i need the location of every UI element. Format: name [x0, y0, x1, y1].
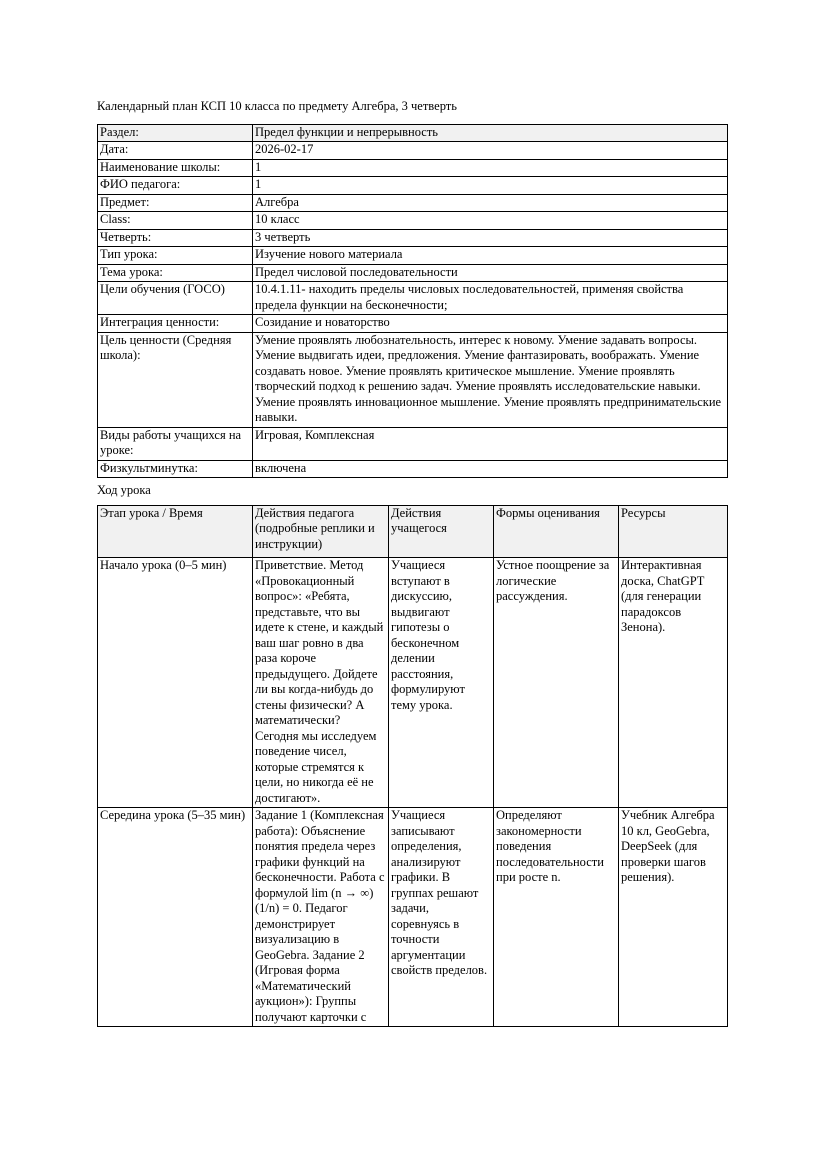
column-header-student-actions: Действия учащегося	[389, 505, 494, 558]
table-row	[98, 124, 728, 142]
table-row	[98, 142, 728, 160]
column-header-assessment: Формы оценивания	[494, 505, 619, 558]
resources-cell: Учебник Алгебра 10 кл, GeoGebra, DeepSeek (для проверки шагов решения).	[619, 808, 728, 1027]
info-value-cell: Предел числовой последовательности	[253, 264, 728, 282]
table-row	[98, 315, 728, 333]
info-label-cell: Class:	[98, 212, 253, 230]
table-row	[98, 212, 728, 230]
info-label-cell: Виды работы учащихся на уроке:	[98, 427, 253, 460]
info-label-cell: Наименование школы:	[98, 159, 253, 177]
info-label-cell: ФИО педагога:	[98, 177, 253, 195]
table-row	[98, 159, 728, 177]
info-value-cell: включена	[253, 460, 728, 478]
lesson-stage-row	[98, 558, 728, 808]
table-row	[98, 264, 728, 282]
info-label-cell: Цели обучения (ГОСО)	[98, 282, 253, 315]
info-value-cell: Алгебра	[253, 194, 728, 212]
info-value-cell: 1	[253, 159, 728, 177]
table-row	[98, 460, 728, 478]
column-header-teacher-actions: Действия педагога (подробные реплики и инструкции)	[253, 505, 389, 558]
info-value-cell: Изучение нового материала	[253, 247, 728, 265]
table-row	[98, 282, 728, 315]
student-actions-cell: Учащиеся записывают определения, анализируют графики. В группах решают задачи, соревнуясь в точности аргументации свойств пределов.	[389, 808, 494, 1027]
table-row	[98, 247, 728, 265]
table-row	[98, 194, 728, 212]
table-row	[98, 229, 728, 247]
teacher-actions-cell: Задание 1 (Комплексная работа): Объяснение понятия предела через графики функций на бесконечности. Работа с формулой lim (n → ∞) (1/n) = 0. Педагог демонстрирует визуализацию в GeoGebra. Задание 2 (Игровая форма «Математический аукцион»): Группы получают карточки с	[253, 808, 389, 1027]
info-label-cell: Дата:	[98, 142, 253, 160]
assessment-cell: Определяют закономерности поведения последовательности при росте n.	[494, 808, 619, 1027]
info-label-cell: Тема урока:	[98, 264, 253, 282]
info-value-cell: 3 четверть	[253, 229, 728, 247]
info-value-cell: 10 класс	[253, 212, 728, 230]
info-label-cell: Цель ценности (Средняя школа):	[98, 332, 253, 427]
resources-cell: Интерактивная доска, ChatGPT (для генерации парадоксов Зенона).	[619, 558, 728, 808]
info-value-cell: 2026-02-17	[253, 142, 728, 160]
lesson-stage-row	[98, 808, 728, 1027]
teacher-actions-cell: Приветствие. Метод «Провокационный вопрос»: «Ребята, представьте, что вы идете к стене, и каждый ваш шаг ровно в два раза короче предыдущего. Дойдете ли вы когда-нибудь до стены физически? А математически? Сегодня мы исследуем поведение чисел, которые стремятся к цели, но никогда её не достигают».	[253, 558, 389, 808]
info-value-cell: Предел функции и непрерывность	[253, 124, 728, 142]
table-row	[98, 427, 728, 460]
document-title: Календарный план КСП 10 класса по предмету Алгебра, 3 четверть	[97, 99, 457, 113]
stage-cell: Середина урока (5–35 мин)	[98, 808, 253, 1027]
assessment-cell: Устное поощрение за логические рассуждения.	[494, 558, 619, 808]
section-heading: Ход урока	[97, 483, 151, 497]
lesson-info-table	[97, 124, 728, 479]
info-value-cell: Созидание и новаторство	[253, 315, 728, 333]
info-value-cell: Умение проявлять любознательность, интерес к новому. Умение задавать вопросы. Умение выдвигать идеи, предложения. Умение фантазировать, воображать. Умение создавать новое. Умение проявлять критическое мышление. Умение проявлять творческий подход к решению задач. Умение проявлять исследовательские навыки. Умение проявлять инновационное мышление. Умение проявлять предпринимательские навыки.	[253, 332, 728, 427]
student-actions-cell: Учащиеся вступают в дискуссию, выдвигают гипотезы о бесконечном делении расстояния, формулируют тему урока.	[389, 558, 494, 808]
column-header-resources: Ресурсы	[619, 505, 728, 558]
info-label-cell: Четверть:	[98, 229, 253, 247]
info-label-cell: Раздел:	[98, 124, 253, 142]
info-value-cell: 10.4.1.11- находить пределы числовых последовательностей, применяя свойства предела функции на бесконечности;	[253, 282, 728, 315]
column-header-stage: Этап урока / Время	[98, 505, 253, 558]
lesson-table-header-row	[98, 505, 728, 558]
table-row	[98, 332, 728, 427]
info-label-cell: Физкультминутка:	[98, 460, 253, 478]
info-value-cell: Игровая, Комплексная	[253, 427, 728, 460]
info-label-cell: Тип урока:	[98, 247, 253, 265]
info-value-cell: 1	[253, 177, 728, 195]
lesson-flow-table	[97, 505, 728, 1028]
info-label-cell: Предмет:	[98, 194, 253, 212]
stage-cell: Начало урока (0–5 мин)	[98, 558, 253, 808]
table-row	[98, 177, 728, 195]
info-label-cell: Интеграция ценности:	[98, 315, 253, 333]
